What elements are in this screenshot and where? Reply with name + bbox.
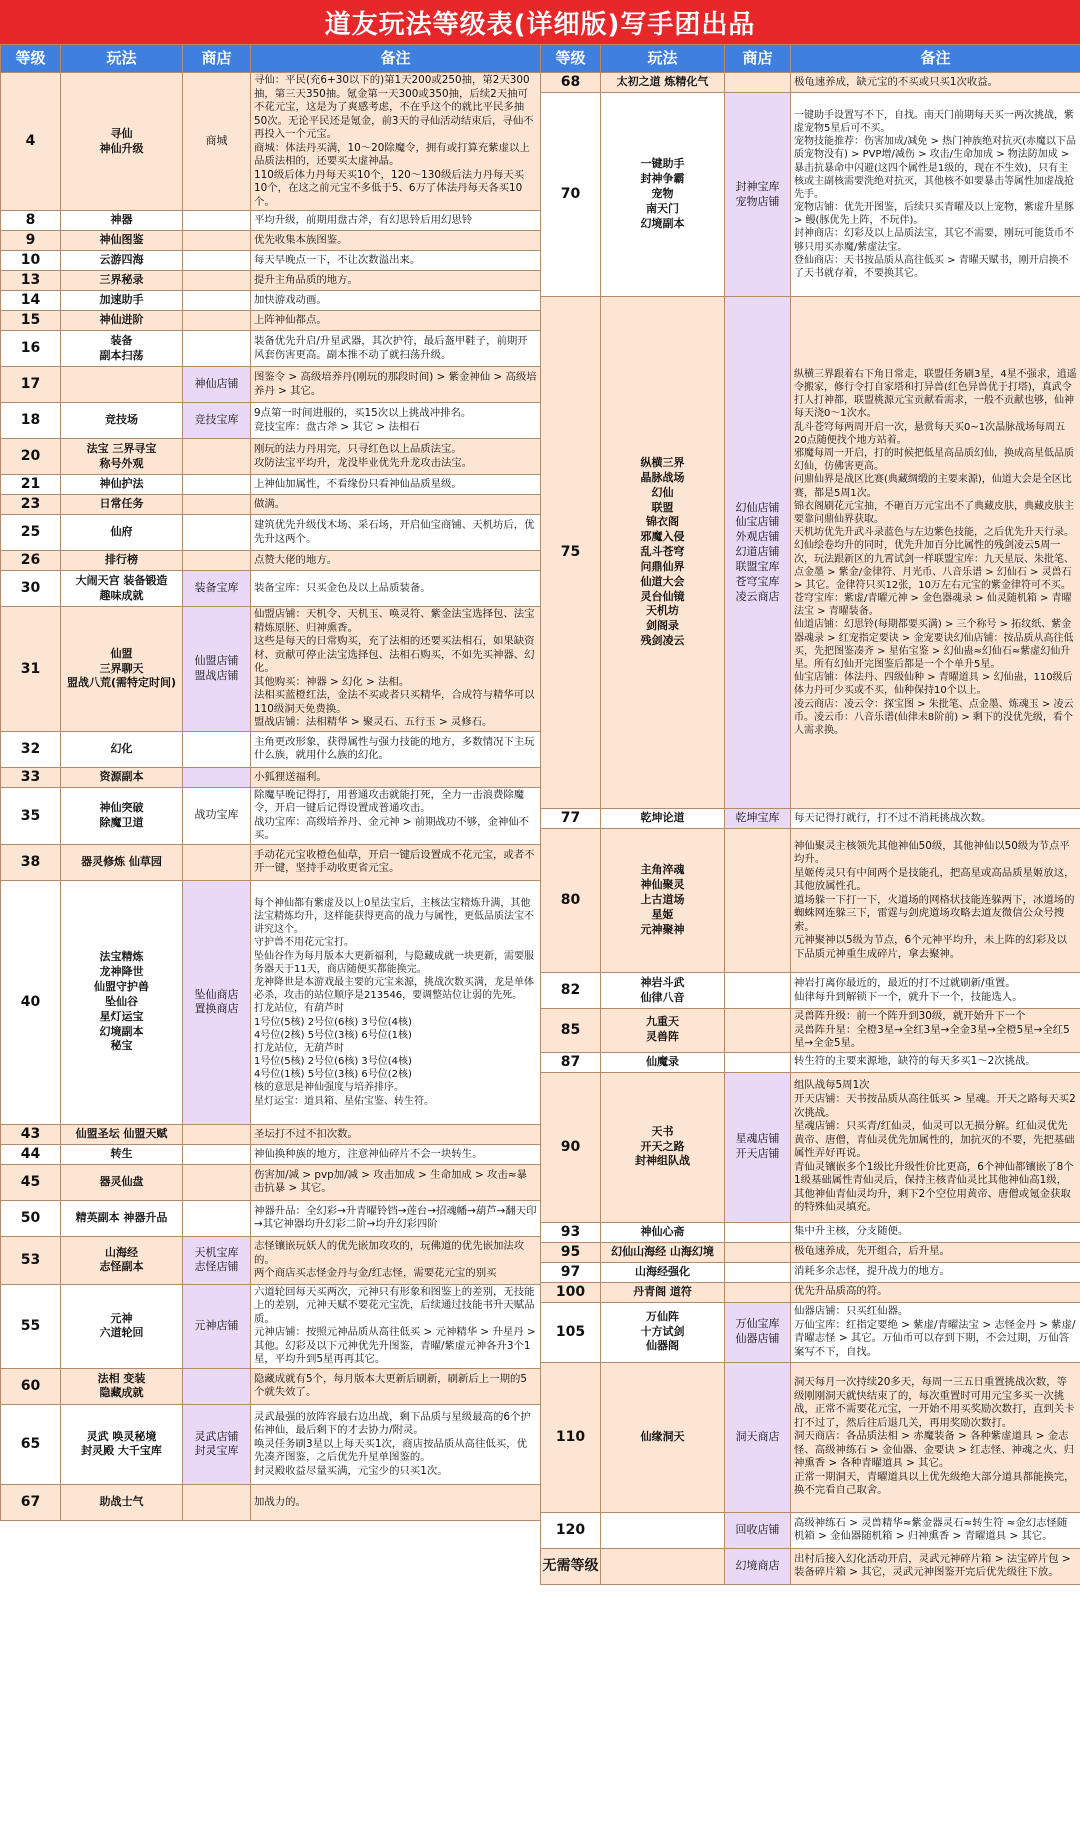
note-cell: 每天早晚点一下，不让次数溢出来。 xyxy=(251,251,541,271)
level-cell: 14 xyxy=(1,291,61,311)
shop-cell xyxy=(725,1052,791,1072)
shop-cell xyxy=(725,1222,791,1242)
level-cell: 25 xyxy=(1,515,61,551)
play-cell: 装备 副本扫荡 xyxy=(61,331,183,367)
level-cell: 38 xyxy=(1,844,61,880)
table-row xyxy=(1,439,541,475)
play-cell: 仙府 xyxy=(61,515,183,551)
shop-cell: 坠仙商店 置换商店 xyxy=(183,880,251,1124)
note-cell: 神岩打离你最近的，最近的打不过就刷新/重置。 仙律每升到解锁下一个，就升下一个，技能选人。 xyxy=(791,973,1080,1009)
note-cell: 9点第一时间进服的，买15次以上挑战冲排名。 竞技宝库：盘古斧 > 其它 > 法相石 xyxy=(251,403,541,439)
note-cell: 刚玩的法力丹用完，只寻红色以上品质法宝。 攻防法宝平均升，龙没毕业优先升龙攻击法宝。 xyxy=(251,439,541,475)
play-cell: 法相 变装 隐藏成就 xyxy=(61,1368,183,1404)
play-cell: 幻化 xyxy=(61,731,183,767)
table-row xyxy=(1,571,541,607)
play-cell xyxy=(601,1548,725,1584)
shop-cell xyxy=(183,231,251,251)
note-cell: 组队战每5周1次 开天店铺：天书按品质从高往低买 > 星魂。开天之路每天买2次挑战。 星魂店铺：只买青/红仙灵，仙灵可以无损分解。红仙灵优先黄帝、唐僧，青仙灵优先加属性的，加抗灭的不要，先把基础属性弄好再说。 青仙灵镶嵌多个1级比升级性价比更高，6个神仙都镶嵌了8个1级基础属性青仙灵后，保持主核青仙灵比其他神仙高1级，其他神仙青仙灵均升，剩下2个空位用黄帝、唐僧或氪金获取的特殊仙灵填充。 xyxy=(791,1072,1080,1222)
table-row xyxy=(1,1404,541,1484)
level-cell: 9 xyxy=(1,231,61,251)
table-row xyxy=(1,1284,541,1368)
level-cell: 75 xyxy=(541,297,601,809)
header-row xyxy=(1,45,541,73)
shop-cell: 战功宝库 xyxy=(183,787,251,844)
play-cell: 太初之道 炼精化气 xyxy=(601,73,725,93)
note-cell: 神器升品：全幻彩→升青曜铃铛→莲台→招魂幡→葫芦→翻天印→其它神器均升幻彩二阶→均升幻彩四阶 xyxy=(251,1200,541,1236)
shop-cell xyxy=(183,439,251,475)
level-cell: 31 xyxy=(1,607,61,732)
note-cell: 建筑优先升级伐木场、采石场，开启仙宝商铺、天机坊后，优先升这两个。 xyxy=(251,515,541,551)
play-cell: 寻仙 神仙升级 xyxy=(61,73,183,211)
shop-cell xyxy=(725,73,791,93)
right-level-table xyxy=(540,44,1080,1585)
table-row xyxy=(541,297,1080,809)
table-row xyxy=(1,403,541,439)
header-shop: 商店 xyxy=(183,45,251,73)
header-play: 玩法 xyxy=(601,45,725,73)
table-row xyxy=(541,1072,1080,1222)
play-cell: 精英副本 神器升品 xyxy=(61,1200,183,1236)
note-cell: 优先升品质高的符。 xyxy=(791,1282,1080,1302)
level-cell: 18 xyxy=(1,403,61,439)
note-cell: 灵武最强的放阵容最右边出战，剩下品质与星级最高的6个护佑神仙，最后剩下的才去协力/附灵。 唤灵任务刷3星以上每天买1次，商店按品质从高往低买，优先凑齐图鉴，之后优先升星单图鉴的。 封灵殿收益尽量买满，元宝少的只买1次。 xyxy=(251,1404,541,1484)
level-cell: 15 xyxy=(1,311,61,331)
shop-cell: 装备宝库 xyxy=(183,571,251,607)
table-row xyxy=(541,1009,1080,1053)
note-cell: 伤害加/减 > pvp加/减 > 攻击加成 > 生命加成 > 攻击≈暴击抗暴 > 其它。 xyxy=(251,1164,541,1200)
note-cell: 消耗多余志怪，提升战力的地方。 xyxy=(791,1262,1080,1282)
note-cell: 手动花元宝收橙色仙草，开启一键后设置成不花元宝，或者不开一键，坚持手动收更省元宝。 xyxy=(251,844,541,880)
level-cell: 53 xyxy=(1,1236,61,1284)
table-row xyxy=(1,271,541,291)
play-cell: 仙缘洞天 xyxy=(601,1362,725,1512)
level-cell: 97 xyxy=(541,1262,601,1282)
note-cell: 隐藏成就有5个，每月版本大更新后刷新，刷新后上一期的5个就失效了。 xyxy=(251,1368,541,1404)
level-cell: 65 xyxy=(1,1404,61,1484)
play-cell: 日常任务 xyxy=(61,495,183,515)
table-row xyxy=(1,1236,541,1284)
shop-cell xyxy=(725,1262,791,1282)
note-cell: 平均升级，前期用盘古斧，有幻思铃后用幻思铃 xyxy=(251,211,541,231)
shop-cell xyxy=(183,1164,251,1200)
table-row xyxy=(541,1262,1080,1282)
level-cell: 93 xyxy=(541,1222,601,1242)
level-cell: 95 xyxy=(541,1242,601,1262)
table-row xyxy=(1,1200,541,1236)
right-table-panel xyxy=(540,44,1080,1840)
level-cell: 77 xyxy=(541,809,601,829)
note-cell: 志怪镶嵌玩妖人的优先嵌加攻攻的，玩佛道的优先嵌加法攻的。 两个商店买志怪金丹与金/红志怪，需要花元宝的别买 xyxy=(251,1236,541,1284)
play-cell: 丹青阁 道符 xyxy=(601,1282,725,1302)
play-cell: 法宝精炼 龙神降世 仙盟守护兽 坠仙谷 星灯运宝 幻境副本 秘宝 xyxy=(61,880,183,1124)
play-cell: 神仙突破 除魔卫道 xyxy=(61,787,183,844)
note-cell: 极龟速养成，先开组合，后升星。 xyxy=(791,1242,1080,1262)
level-cell: 87 xyxy=(541,1052,601,1072)
table-row xyxy=(541,1052,1080,1072)
play-cell: 排行榜 xyxy=(61,551,183,571)
level-cell: 43 xyxy=(1,1124,61,1144)
play-cell xyxy=(601,1512,725,1548)
level-cell: 32 xyxy=(1,731,61,767)
table-row xyxy=(1,1144,541,1164)
shop-cell xyxy=(725,1009,791,1053)
level-cell: 35 xyxy=(1,787,61,844)
play-cell: 山海经 志怪副本 xyxy=(61,1236,183,1284)
level-cell: 68 xyxy=(541,73,601,93)
play-cell: 大闹天宫 装备锻造 趣味成就 xyxy=(61,571,183,607)
table-row xyxy=(541,1282,1080,1302)
note-cell: 洞天每月一次持续20多天，每周一三五日重置挑战次数，等级刚刚洞天就快结束了的，每次重置时可用元宝多买一次挑战，正常不需要花元宝，一开始不用买奖励次数打，直到关卡打不过了，然后往后退几关，再用奖励次数打。 洞天商店：各品质法相 > 赤魔装备 > 各种紫虚道具 > 金志怪、高级神练石 > 金仙器、金要诀 > 红志怪、神魂之火、归神熏香 > 各种青曜道具 > 其它。 正常一期洞天，青曜道具以上优先级绝大部分道具都能换完，换不完看自己取舍。 xyxy=(791,1362,1080,1512)
level-cell: 50 xyxy=(1,1200,61,1236)
shop-cell xyxy=(183,251,251,271)
level-cell: 26 xyxy=(1,551,61,571)
note-cell: 除魔早晚记得打，用普通攻击就能打死，全力一击浪费除魔令，开启一键后记得设置成普通攻击。 战功宝库：高级培养丹、金元神 > 前期战功不够，金神仙不买。 xyxy=(251,787,541,844)
shop-cell: 幻仙店铺 仙宝店铺 外观店铺 幻道店铺 联盟宝库 苍穹宝库 凌云商店 xyxy=(725,297,791,809)
table-row xyxy=(1,787,541,844)
table-row xyxy=(541,1512,1080,1548)
shop-cell: 灵武店铺 封灵宝库 xyxy=(183,1404,251,1484)
level-cell: 85 xyxy=(541,1009,601,1053)
note-cell: 神仙换种族的地方，注意神仙碎片不会一块转生。 xyxy=(251,1144,541,1164)
shop-cell xyxy=(725,829,791,973)
note-cell: 小狐狸送福利。 xyxy=(251,767,541,787)
shop-cell xyxy=(183,731,251,767)
level-cell: 4 xyxy=(1,73,61,211)
shop-cell xyxy=(183,475,251,495)
note-cell: 一键助手设置写不下，自找。南天门前期每天买一两次挑战，紫虚宠物5星后可不买。 宠物技能推荐：伤害加成/减免 > 热门神族绝对抗灭(赤魔以下品质宠物没有) > PVP增/减伤 > 攻击/生命加成 > 物法防加成 > 暴击抗暴命中闪避(这四个属性是1级的，现在不生效)，只有主核或主副核需要洗绝对抗灭，其他核不如要暴击等属性加虚战抢先手。 宠物店铺：优先开图鉴，后续只买青曜及以上宠物，紫虚升星豚 > 鳗(豚优先上阵，不玩伴)。 封神商店：幻彩及以上品质法宝，其它不需要，刚玩可能货币不够只用买赤魔/紫虚法宝。 登仙商店：天书按品质从高往低买 > 青曜天赋书，刚开启换不了天书就存着，不要换其它。 xyxy=(791,93,1080,297)
header-row xyxy=(541,45,1080,73)
shop-cell xyxy=(183,1484,251,1520)
level-cell: 45 xyxy=(1,1164,61,1200)
play-cell: 灵武 唤灵秘境 封灵殿 大千宝库 xyxy=(61,1404,183,1484)
shop-cell: 元神店铺 xyxy=(183,1284,251,1368)
play-cell: 山海经强化 xyxy=(601,1262,725,1282)
level-cell: 13 xyxy=(1,271,61,291)
level-cell: 90 xyxy=(541,1072,601,1222)
play-cell: 元神 六道轮回 xyxy=(61,1284,183,1368)
shop-cell: 乾坤宝库 xyxy=(725,809,791,829)
play-cell: 加速助手 xyxy=(61,291,183,311)
level-cell: 82 xyxy=(541,973,601,1009)
play-cell: 神岩斗武 仙律八音 xyxy=(601,973,725,1009)
note-cell: 仙盟店铺：天机令、天机玉、唤灵符、紫金法宝选择包、法宝精炼原胚、归神熏香。 这些是每天的日常购买，充了法相的还要买法相石，如果缺资材、贡献可停止法宝选择包、法相石购买，不如先买神器、幻化。 其他购买：神器 > 幻化 > 法相。 法相买蓝橙红法，金法不买或者只买精华，合成符与精华可以110级洞天免费换。 盟战店铺：法相精华 > 聚灵石、五行玉 > 灵修石。 xyxy=(251,607,541,732)
shop-cell xyxy=(183,515,251,551)
level-cell: 30 xyxy=(1,571,61,607)
level-cell: 20 xyxy=(1,439,61,475)
play-cell: 仙魔录 xyxy=(601,1052,725,1072)
level-cell: 21 xyxy=(1,475,61,495)
header-level: 等级 xyxy=(541,45,601,73)
table-row xyxy=(541,93,1080,297)
play-cell: 幻仙山海经 山海幻境 xyxy=(601,1242,725,1262)
note-cell: 转生符的主要来源地，缺符的每天多买1～2次挑战。 xyxy=(791,1052,1080,1072)
play-cell: 器灵修炼 仙草园 xyxy=(61,844,183,880)
table-row xyxy=(1,551,541,571)
shop-cell: 回收店铺 xyxy=(725,1512,791,1548)
shop-cell xyxy=(183,1124,251,1144)
header-note: 备注 xyxy=(791,45,1080,73)
note-cell: 装备优先升启/升星武器，其次护符，最后盔甲鞋子，前期开风套伤害更高。副本推不动了就扫荡升级。 xyxy=(251,331,541,367)
shop-cell: 神仙店铺 xyxy=(183,367,251,403)
table-row xyxy=(541,1362,1080,1512)
table-row xyxy=(1,231,541,251)
note-cell: 点赞大佬的地方。 xyxy=(251,551,541,571)
level-cell: 10 xyxy=(1,251,61,271)
shop-cell: 星魂店铺 开天店铺 xyxy=(725,1072,791,1222)
left-level-table xyxy=(0,44,541,1521)
header-note: 备注 xyxy=(251,45,541,73)
shop-cell: 幻境商店 xyxy=(725,1548,791,1584)
shop-cell xyxy=(183,331,251,367)
note-cell: 纵横三界跟着右下角日常走，联盟任务刷3星，4星不强求，逍遥令搬家，修行令打自家塔和打异兽(红色异兽优于打塔)，真武令打人打神都，联盟桃源元宝贡献看需求，一般不贡献也够，仙神每天浇0～1次水。 乱斗苍穹每两周开启一次，悬赏每天买0~1次晶脉战场每周五20点随便找个地方站着。 邪魔每周一开启，打的时候把低星高品质幻仙，换成高星低品质幻仙，仿佛害更高。 问鼎仙界是战区比赛(典藏绸缎的主要来源)，仙道大会是全区比赛，都是5周1次。 锦衣阁刷花元宝抽，不砸百万元宝出不了典藏皮肤，典藏皮肤主要靠问鼎仙界获取。 天机坊优先升武斗录蓝色与左边紫色技能，之后优先升天行录。 幻仙绘卷均升的同时，优先升加百分比属性的残剑凌云5周一次，玩法跟新区的九霄试剑一样联盟宝库：九天星辰、朱批笔、点金墨 > 紫金/金律符、月光币、八音乐谱 > 幻仙石 > 灵兽石 > 其它。金律符只买12张，10万左右元宝的紫金律符可不买。 苍穹宝库：紫虚/青曜元神 > 金色器魂录 > 仙灵随机箱 > 青曜法宝 > 青曜装备。 仙道店铺：幻思铃(每期都要买满) > 三个称号 > 拓纹纸、紫金器魂录 > 红宠指定要诀 > 金宠要诀幻仙店铺：按品质从高往低买，先把图鉴凑齐 > 星佑宝鉴 > 幻仙蛊≈幻仙石≈紫虚幻仙升星。所有幻仙开完图鉴后都是一个个单升5星。 仙宝店铺：体法丹、四级仙种 > 青曜道具 > 幻仙蛊，110级后体力丹可少买或不买，仙种保持10个以上。 凌云商店：凌云令：探宝图 > 朱批笔、点金墨、炼魂玉 > 凌云币。凌云币：八音乐谱(仙律未8阶前) > 剩下的没优先级，看个人需求换。 xyxy=(791,297,1080,809)
table-row xyxy=(541,1548,1080,1584)
note-cell: 提升主角品质的地方。 xyxy=(251,271,541,291)
play-cell: 仙盟圣坛 仙盟天赋 xyxy=(61,1124,183,1144)
table-row xyxy=(1,1124,541,1144)
shop-cell: 竞技宝库 xyxy=(183,403,251,439)
level-cell: 105 xyxy=(541,1302,601,1362)
play-cell xyxy=(61,367,183,403)
table-row xyxy=(1,367,541,403)
note-cell: 灵兽阵升级：前一个阵升到30级，就开始升下一个 灵兽阵升星：全橙3星→全红3星→全金3星→全橙5星→全红5星→全金5星。 xyxy=(791,1009,1080,1053)
note-cell: 加战力的。 xyxy=(251,1484,541,1520)
table-row xyxy=(541,1222,1080,1242)
level-cell: 16 xyxy=(1,331,61,367)
shop-cell xyxy=(183,211,251,231)
table-row xyxy=(1,331,541,367)
note-cell: 每天记得打就行，打不过不消耗挑战次数。 xyxy=(791,809,1080,829)
shop-cell xyxy=(183,551,251,571)
table-row xyxy=(1,211,541,231)
note-cell: 六道轮回每天买两次，元神只有形象和图鉴上的差别，无技能上的差别，元神天赋不要花元宝洗，后续通过技能书升天赋品质。 元神店铺：按照元神品质从高往低买 > 元神精华 > 升星丹 > 其他。幻彩及以下元神优先升图鉴，青曜/紫虚元神各升3个1星，平均升到5星再再其它。 xyxy=(251,1284,541,1368)
level-cell: 44 xyxy=(1,1144,61,1164)
shop-cell xyxy=(183,844,251,880)
note-cell: 上神仙加属性，不看缘份只看神仙品质星级。 xyxy=(251,475,541,495)
table-row xyxy=(1,495,541,515)
level-cell: 17 xyxy=(1,367,61,403)
table-row xyxy=(1,844,541,880)
level-cell: 80 xyxy=(541,829,601,973)
note-cell: 上阵神仙都点。 xyxy=(251,311,541,331)
table-row xyxy=(1,73,541,211)
level-cell: 70 xyxy=(541,93,601,297)
play-cell: 乾坤论道 xyxy=(601,809,725,829)
level-cell: 67 xyxy=(1,1484,61,1520)
play-cell: 主角淬魂 神仙聚灵 上古道场 星姬 元神聚神 xyxy=(601,829,725,973)
play-cell: 神器 xyxy=(61,211,183,231)
play-cell: 神仙进阶 xyxy=(61,311,183,331)
table-row xyxy=(1,475,541,495)
shop-cell: 天机宝库 志怪店铺 xyxy=(183,1236,251,1284)
table-row xyxy=(541,829,1080,973)
table-row xyxy=(1,311,541,331)
note-cell: 加快游戏动画。 xyxy=(251,291,541,311)
table-row xyxy=(1,607,541,732)
note-cell: 圣坛打不过不扣次数。 xyxy=(251,1124,541,1144)
note-cell: 出村后接入幻化活动开启，灵武元神碎片箱 > 法宝碎片包 > 装备碎片箱 > 其它，灵武元神图鉴开完后优先级往下放。 xyxy=(791,1548,1080,1584)
play-cell: 法宝 三界寻宝 称号外观 xyxy=(61,439,183,475)
shop-cell xyxy=(725,973,791,1009)
play-cell: 助战士气 xyxy=(61,1484,183,1520)
table-row xyxy=(1,731,541,767)
play-cell: 神仙心斋 xyxy=(601,1222,725,1242)
level-cell: 40 xyxy=(1,880,61,1124)
note-cell: 主角更改形象，获得属性与强力技能的地方，多数情况下主玩什么族，就用什么族的幻化。 xyxy=(251,731,541,767)
table-row xyxy=(1,1164,541,1200)
note-cell: 优先收集本族图鉴。 xyxy=(251,231,541,251)
shop-cell xyxy=(183,767,251,787)
play-cell: 转生 xyxy=(61,1144,183,1164)
note-cell: 寻仙：平民(充6+30以下的)第1天200或250抽，第2天300抽，第三天350抽。氪金第一天300或350抽，后续2天抽可不花元宝，这是为了爽感考虑，不在乎这个的就比平民多抽50次。无论平民还是氪金，前3天的寻仙活动结束后，寻仙不再投入一个元宝。 商城：体法丹买满，10～20除魔令，拥有或打算充紫虚以上品质法相的，还要买太虚神晶。 110级后体力丹每天买10个，120～130级后法力丹每天买10个，在这之前元宝不多低于5、6万了体法丹每天各买10个。 xyxy=(251,73,541,211)
shop-cell: 万仙宝库 仙器店铺 xyxy=(725,1302,791,1362)
table-row xyxy=(541,809,1080,829)
play-cell: 竞技场 xyxy=(61,403,183,439)
note-cell: 神仙聚灵主核领先其他神仙50级，其他神仙以50级为节点平均升。 星姬传灵只有中间两个是技能孔，把高星或高品质星姬放这，其他放属性孔。 道场躲一下打一下，火道场的网格状技能连躲两下，冰道场的蜘蛛网连躲三下，雷霆与剑虎道场攻略去道友微信公众号搜索。 元神聚神以5级为节点，6个元神平均升，未上阵的幻彩及以下品质元神重生成碎片，拿去聚神。 xyxy=(791,829,1080,973)
page-title: 道友玩法等级表(详细版)写手团出品 xyxy=(0,0,1080,44)
table-row xyxy=(1,767,541,787)
shop-cell xyxy=(725,1242,791,1262)
play-cell: 仙盟 三界聊天 盟战八荒(需特定时间) xyxy=(61,607,183,732)
play-cell: 天书 开天之路 封神组队战 xyxy=(601,1072,725,1222)
shop-cell xyxy=(183,1144,251,1164)
level-cell: 无需等级 xyxy=(541,1548,601,1584)
level-cell: 23 xyxy=(1,495,61,515)
play-cell: 三界秘录 xyxy=(61,271,183,291)
header-level: 等级 xyxy=(1,45,61,73)
shop-cell xyxy=(183,1200,251,1236)
shop-cell: 封神宝库 宠物店铺 xyxy=(725,93,791,297)
play-cell: 九重天 灵兽阵 xyxy=(601,1009,725,1053)
level-cell: 33 xyxy=(1,767,61,787)
note-cell: 仙器店铺：只买红仙器。 万仙宝库：红指定要绝 > 紫虚/青曜法宝 > 志怪金丹 > 紫虚/青曜志怪 > 其它。万仙币可以存到下期，不会过期，万仙答案写不下，自找。 xyxy=(791,1302,1080,1362)
note-cell: 每个神仙都有紫虚及以上0星法宝后，主核法宝精炼升满，其他法宝精炼均升，这样能获得更高的战力与属性，更低品质法宝不讲究这个。 守护兽不用花元宝打。 坠仙谷作为每月版本大更新福利，与隐藏成就一块更新，需要服务器天于11天，商店随便买都能换完。 龙神降世是本游戏最主要的元宝来源，挑战次数买满，龙是单体必杀，攻击的站位顺序是213546，要调整站位让弱的先死。 打龙站位，有葫芦时 1号位(5核) 2号位(6核) 3号位(4核) 4号位(2核) 5号位(3核) 6号位(1核) 打龙站位，无葫芦时 1号位(5核) 2号位(6核) 3号位(4核) 4号位(1核) 5号位(3核) 6号位(2核) 核的意思是神仙强度与培养排序。 星灯运宝：道具箱、星佑宝鉴、转生符。 xyxy=(251,880,541,1124)
level-cell: 60 xyxy=(1,1368,61,1404)
play-cell: 资源副本 xyxy=(61,767,183,787)
play-cell: 神仙图鉴 xyxy=(61,231,183,251)
note-cell: 集中升主核，分支随便。 xyxy=(791,1222,1080,1242)
level-cell: 120 xyxy=(541,1512,601,1548)
shop-cell: 商城 xyxy=(183,73,251,211)
note-cell: 做满。 xyxy=(251,495,541,515)
header-shop: 商店 xyxy=(725,45,791,73)
shop-cell: 洞天商店 xyxy=(725,1362,791,1512)
shop-cell xyxy=(183,1368,251,1404)
note-cell: 装备宝库：只买金色及以上品质装备。 xyxy=(251,571,541,607)
table-row xyxy=(1,1368,541,1404)
level-cell: 100 xyxy=(541,1282,601,1302)
table-row xyxy=(1,515,541,551)
play-cell: 纵横三界 晶脉战场 幻仙 联盟 锦衣阁 邪魔入侵 乱斗苍穹 问鼎仙界 仙道大会 灵台仙镜 天机坊 剑阁录 残剑凌云 xyxy=(601,297,725,809)
play-cell: 一键助手 封神争霸 宠物 南天门 幻境副本 xyxy=(601,93,725,297)
shop-cell: 仙盟店铺 盟战店铺 xyxy=(183,607,251,732)
header-play: 玩法 xyxy=(61,45,183,73)
play-cell: 万仙阵 十方试剑 仙器阁 xyxy=(601,1302,725,1362)
note-cell: 极龟速养成，缺元宝的不买或只买1次收益。 xyxy=(791,73,1080,93)
table-row xyxy=(541,1242,1080,1262)
play-cell: 云游四海 xyxy=(61,251,183,271)
table-row xyxy=(541,973,1080,1009)
play-cell: 器灵仙盘 xyxy=(61,1164,183,1200)
shop-cell xyxy=(183,495,251,515)
shop-cell xyxy=(183,311,251,331)
table-row xyxy=(1,291,541,311)
note-cell: 高级神练石 > 灵兽精华≈紫金器灵石≈转生符 ≈金幻志怪随机箱 > 金仙器随机箱 > 归神熏香 > 青曜道具 > 其它。 xyxy=(791,1512,1080,1548)
shop-cell xyxy=(725,1282,791,1302)
left-table-panel xyxy=(0,44,540,1840)
play-cell: 神仙护法 xyxy=(61,475,183,495)
table-row xyxy=(541,1302,1080,1362)
level-cell: 55 xyxy=(1,1284,61,1368)
level-cell: 110 xyxy=(541,1362,601,1512)
shop-cell xyxy=(183,291,251,311)
table-row xyxy=(1,880,541,1124)
table-row xyxy=(1,251,541,271)
table-row xyxy=(541,73,1080,93)
table-row xyxy=(1,1484,541,1520)
shop-cell xyxy=(183,271,251,291)
note-cell: 图鉴令 > 高级培养丹(刚玩的那段时间) > 紫金神仙 > 高级培养丹 > 其它。 xyxy=(251,367,541,403)
level-cell: 8 xyxy=(1,211,61,231)
